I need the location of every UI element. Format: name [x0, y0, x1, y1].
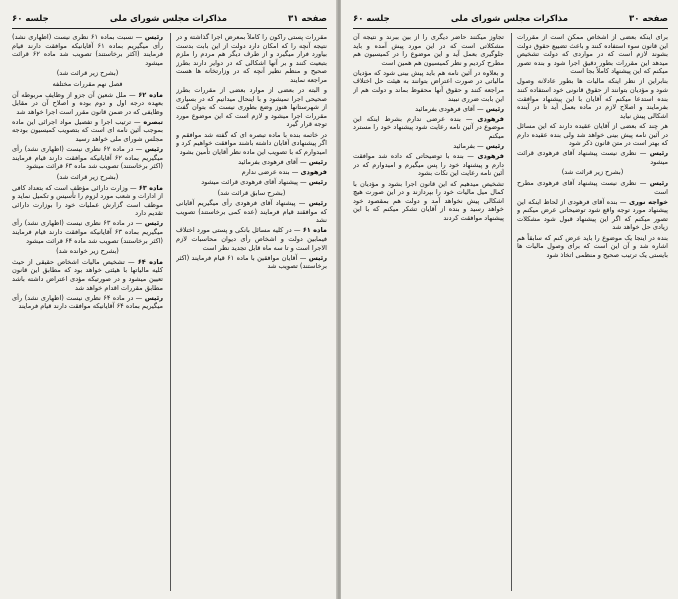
speech-paragraph: رئیس — بفرمائید: [453, 142, 504, 151]
speech-text: بنده عرضی ندارم بشرط اینکه این موضوع در آئین نامه رعایت شود پیشنهاد خود را مسترد میکنم: [353, 114, 504, 141]
page-header: [353, 12, 668, 26]
body-paragraph: برای اینکه بعضی از اشخاص ممکن است از مقررات این قانون سوء استفاده کنند و باعث تضییع حقوق دولت بشوند لازم است که در مواردی که دولت تشخیص میدهد این مقررات بطور دقیق اجرا شود و بنده تصور میکنم که این پیشنهاد کاملاً بجا است: [517, 33, 668, 76]
speech-text: آقایان موافقین با ماده ۶۱ قیام فرمایند (اکثر برخاستند) تصویب شد: [176, 253, 327, 271]
stage-direction: (بشرح زیر قرائت شد): [56, 69, 119, 78]
speech-paragraph: رئیس — پیشنهاد آقای فرهودی رأی میگیریم آقایانی که موافقند قیام فرمایند (عده کمی برخاستند) تصویب نشد: [176, 199, 327, 225]
speech-text: آقای فرهودی بفرمائید: [415, 104, 475, 113]
page-number: صفحه ۳۱: [288, 14, 327, 24]
speech-paragraph: خواجه نوری — بنده آقای فرهودی از لحاظ اینکه این پیشنهاد مورد توجه واقع شود توضیحاتی عرض میکنم و تصور میکنم که اگر این پیشنهاد قبول شود مشکلات زیادی حل خواهد شد: [517, 197, 668, 232]
speaker-name: رئیس: [308, 199, 327, 208]
session-number: جلسه ۶۰: [12, 14, 49, 24]
speech-paragraph: رئیس — آقای فرهودی بفرمائید: [415, 104, 504, 113]
speech-text: بنده با توضیحاتی که داده شد موافقت دارم و پیشنهاد خود را پس میگیرم و امیدوارم که در آئین نامه رعایت این نکات بشود: [353, 152, 504, 178]
text-column-left: [353, 33, 504, 593]
speech-paragraph: رئیس — نسبت بماده ۶۱ نظری نیست (اظهاری نشد) رأی میگیریم بماده ۶۱ آقایانیکه موافقت دارند قیام فرمایند (اکثر برخاستند) تصویب شد ماده ۶۲ قرائت میشود: [12, 33, 163, 67]
left-page: [0, 0, 337, 599]
speech-paragraph: ماده ۶۳ — وزارت دارائی مؤظف است که بتعداد کافی از ادارات و شعب مورد لزوم را تأسیس و تکمیل نماید و موظف است گزارش عملیات خود را بوزارت دارائی تقدیم دارد: [12, 183, 163, 218]
speech-text: آقای فرهودی بفرمائید: [238, 157, 298, 166]
stage-direction: فصل نهم مقررات مختلفه: [52, 79, 123, 88]
speaker-name: فرهودی: [300, 167, 327, 176]
speaker-name: رئیس: [144, 145, 163, 154]
speech-text: تشخیص مالیات اشخاص حقیقی از حیث کلیه مالیاتها با هیئتی خواهد بود که مطابق این قانون تعیین میشود و در صورتیکه مؤدی اعتراض داشته باشد مطابق مقررات اقدام خواهد شد: [12, 257, 163, 292]
speaker-name: رئیس: [485, 142, 504, 151]
speaker-name: ماده ۶۱: [302, 226, 327, 235]
body-paragraph: و البته در بعضی از موارد بعضی از مقررات بطرز صحیحی اجرا نمیشود و با اینحال میدانیم که در بسیاری از شهرستانها هنوز وضع بطوری نیست که بتوان گفت مقررات اجرا میشود و لازم است که این موضوع مورد توجه قرار گیرد: [176, 86, 327, 129]
speech-paragraph: ماده ۶۴ — تشخیص مالیات اشخاص حقیقی از حیث کلیه مالیاتها با هیئتی خواهد بود که مطابق این قانون تعیین میشود و در صورتیکه مؤدی اعتراض داشته باشد مطابق مقررات اقدام خواهد شد: [12, 257, 163, 292]
speech-text: نظری نیست پیشنهاد آقای فرهودی مطرح است: [517, 179, 668, 196]
speech-paragraph: رئیس — نظری نیست پیشنهاد آقای فرهودی قرائت میشود: [517, 149, 668, 166]
speaker-name: ماده ۶۴: [137, 257, 163, 266]
speech-paragraph: فرهودی — بنده عرضی ندارم: [241, 167, 327, 176]
right-page: [341, 0, 678, 599]
speech-text: پیشنهاد آقای فرهودی قرائت میشود: [201, 178, 298, 186]
text-column-right: [176, 33, 327, 593]
speech-paragraph: رئیس — آقای فرهودی بفرمائید: [238, 157, 327, 166]
column-divider: [170, 33, 171, 591]
header-rule: [12, 28, 327, 29]
speaker-name: خواجه نوری: [628, 197, 668, 206]
speech-text: نظری نیست پیشنهاد آقای فرهودی قرائت میشود: [517, 149, 668, 166]
speech-text: بفرمائید: [453, 142, 475, 151]
speech-paragraph: ماده ۶۲ — ملل شعین آن جزو از وظایف مربوطه آن بعهده درجه اول و دوم بوده و اصلاح آن در مقابل وظایفی که در ضمن قانون مقرر است اجرا خواهد شد: [12, 90, 163, 116]
page-number: صفحه ۳۰: [629, 14, 668, 24]
speech-text: بنده عرضی ندارم: [241, 167, 290, 176]
stage-direction: (بشرح سابق قرائت شد): [217, 188, 286, 197]
journal-title: مذاکرات مجلس شورای ملی: [450, 14, 568, 24]
speech-text: در کلیه مسائل بانکی و پستی مورد اختلاف فیمابین دولت و اشخاص رأی دیوان محاسبات لازم الاجرا است و تا سه ماه قابل تجدید نظر است: [176, 226, 327, 252]
speaker-name: فرهودی: [477, 152, 504, 161]
speech-paragraph: ماده ۶۱ — در کلیه مسائل بانکی و پستی مورد اختلاف فیمابین دولت و اشخاص رأی دیوان محاسبات لازم الاجرا است و تا سه ماه قابل تجدید نظر است: [176, 226, 327, 252]
speech-paragraph: رئیس — در ماده ۶۲ نظری نیست (اظهاری نشد) رأی میگیریم بماده ۶۲ آقایانیکه موافقت دارند قیام فرمایند (اکثر برخاستند) تصویب شد ماده ۶۳ قرائت میشود: [12, 145, 163, 171]
speech-paragraph: رئیس — در ماده ۶۳ نظری نیست (اظهاری نشد) رأی میگیریم بماده ۶۳ آقایانیکه موافقت دارند قیام فرمایند (اکثر برخاستند) تصویب شد ماده ۶۴ قرائت میشود: [12, 219, 163, 245]
speech-text: ملل شعین آن جزو از وظایف مربوطه آن بعهده درجه اول و دوم بوده و اصلاح آن در مقابل وظایفی که در ضمن قانون مقرر است اجرا خواهد شد: [12, 90, 163, 116]
body-paragraph: تجاوز میکنند حاضر دیگری را از بین ببرند و نتیجه آن مشکلاتی است که در این مورد پیش آمده و باید جلوگیری بعمل آید و این موضوع را در کمیسیون هم مطرح کردیم و نظر کمیسیون هم همین است: [353, 33, 504, 67]
speaker-name: رئیس: [649, 179, 668, 187]
speech-paragraph: رئیس — نظری نیست پیشنهاد آقای فرهودی مطرح است: [517, 179, 668, 196]
speech-paragraph: تبصره — ترتیب اجرا و تفصیل مواد اجرائی این ماده بموجب آئین نامه ای است که بتصویب کمیسیون بودجه مجلس شورای ملی خواهد رسید: [12, 117, 163, 144]
speaker-name: رئیس: [144, 293, 163, 302]
speaker-name: رئیس: [308, 178, 327, 186]
speech-text: ترتیب اجرا و تفصیل مواد اجرائی این ماده بموجب آئین نامه ای است که بتصویب کمیسیون بودجه مجلس شورای ملی خواهد رسید: [12, 117, 163, 144]
speaker-name: رئیس: [308, 253, 327, 262]
speech-paragraph: رئیس — آقایان موافقین با ماده ۶۱ قیام فرمایند (اکثر برخاستند) تصویب شد: [176, 253, 327, 271]
speech-text: در ماده ۶۳ نظری نیست (اظهاری نشد) رأی میگیریم بماده ۶۳ آقایانیکه موافقت دارند قیام فرمایند (اکثر برخاستند) تصویب شد ماده ۶۴ قرائت میشود: [12, 219, 163, 245]
speaker-name: ماده ۶۳: [138, 183, 163, 192]
body-paragraph: در خاتمه بنده با ماده تبصره ای که گفته شد موافقم و اگر پیشنهادی آقایان داشته باشند موافقت خواهیم کرد و امیدوارم که با تصویب این ماده نظر آقایان تأمین بشود: [176, 130, 327, 156]
speaker-name: رئیس: [308, 157, 327, 166]
speech-text: در ماده ۶۴ نظری نیست (اظهاری نشد) رأی میگیریم بماده ۶۴ آقایانیکه موافقت دارند قیام فرمایند: [12, 293, 163, 311]
page-header: [12, 12, 327, 26]
speaker-name: رئیس: [144, 33, 163, 41]
speech-paragraph: رئیس — در ماده ۶۴ نظری نیست (اظهاری نشد) رأی میگیریم بماده ۶۴ آقایانیکه موافقت دارند قیام فرمایند: [12, 293, 163, 311]
stage-direction: (بشرح زیر قرائت شد): [56, 172, 119, 181]
column-divider: [511, 33, 512, 591]
body-paragraph: هر چند که بعضی از آقایان عقیده دارند که این مسائل در آئین نامه پیش بینی خواهد شد ولی بنده عقیده دارم که بهتر است در متن قانون ذکر شود: [517, 121, 668, 148]
body-paragraph: مقررات پستی راکون را کاملاً بمعرض اجرا گذاشته و در نتیجه آنچه را که امکان دارد دولت از این بابت بدست بیاورد فرار میگیرد و از طرف دیگر هم مردم را ملزم بتبعیت کنند و بر آنها اشکالی که در دوایر دارند بطرز صحیح و منظم نظیر آنچه که در وزارتخانه ها هست مراجعه نمایند: [176, 33, 327, 84]
speech-paragraph: فرهودی — بنده عرضی ندارم بشرط اینکه این موضوع در آئین نامه رعایت شود پیشنهاد خود را مسترد میکنم: [353, 114, 504, 141]
speaker-name: فرهودی: [477, 114, 504, 123]
body-paragraph: تشخیص میدهیم که این قانون اجرا بشود و مؤدیان با کمال میل مالیات خود را بپردازند و در این صورت هیچ اشکالی پیش نخواهد آمد و دولت هم بمقصود خود خواهد رسید و بنده از آقایان تشکر میکنم که با این پیشنهاد موافقت کردند: [353, 179, 504, 222]
speech-paragraph: رئیس — پیشنهاد آقای فرهودی قرائت میشود: [201, 178, 327, 186]
speech-paragraph: فرهودی — بنده با توضیحاتی که داده شد موافقت دارم و پیشنهاد خود را پس میگیرم و امیدوارم که در آئین نامه رعایت این نکات بشود: [353, 152, 504, 178]
speaker-name: تبصره: [143, 117, 163, 126]
speech-text: پیشنهاد آقای فرهودی رأی میگیریم آقایانی که موافقند قیام فرمایند (عده کمی برخاستند) تصویب نشد: [176, 199, 327, 225]
speaker-name: رئیس: [485, 104, 504, 113]
text-column-left: [12, 33, 163, 593]
body-paragraph: بنده در اینجا یک موضوع را باید عرض کنم که سابقاً هم اشاره شد و آن این است که برای وصول مالیات ها بایستی یک ترتیب صحیح و منظمی اتخاذ شود: [517, 233, 668, 259]
session-number: جلسه ۶۰: [353, 14, 390, 24]
speech-text: وزارت دارائی مؤظف است که بتعداد کافی از ادارات و شعب مورد لزوم را تأسیس و تکمیل نماید و موظف است گزارش عملیات خود را بوزارت دارائی تقدیم دارد: [12, 183, 163, 218]
text-column-right: [517, 33, 668, 593]
speech-text: نسبت بماده ۶۱ نظری نیست (اظهاری نشد) رأی میگیریم بماده ۶۱ آقایانیکه موافقت دارند قیام فرمایند (اکثر برخاستند) تصویب شد ماده ۶۲ قرائت میشود: [12, 33, 163, 67]
speaker-name: رئیس: [649, 149, 668, 158]
stage-direction: (بشرح زیر خوانده شد): [56, 247, 119, 256]
header-rule: [353, 28, 668, 29]
speaker-name: ماده ۶۲: [138, 90, 163, 99]
body-paragraph: و بعلاوه در آئین نامه هم باید پیش بینی شود که مؤدیان مالیاتی در صورت اعتراض بتوانند به هیئت حل اختلاف مراجعه کنند و حقوق آنها محفوظ بماند و دولت هم از این بابت ضرری نبیند: [353, 68, 504, 103]
speech-text: در ماده ۶۲ نظری نیست (اظهاری نشد) رأی میگیریم بماده ۶۲ آقایانیکه موافقت دارند قیام فرمایند (اکثر برخاستند) تصویب شد ماده ۶۳ قرائت میشود: [12, 145, 163, 171]
body-paragraph: بنابراین از نظر اینکه مالیات ها بطور عادلانه وصول شود و مؤدیان بتوانند از حقوق قانونی خود استفاده کنند بنده استدعا میکنم که آقایان با این پیشنهاد موافقت بفرمایند و اصلاح لازم در ماده بعمل آید تا در آینده اشکالی پیش نیاید: [517, 77, 668, 120]
stage-direction: (بشرح زیر قرائت شد): [561, 168, 624, 177]
speech-text: بنده آقای فرهودی از لحاظ اینکه این پیشنهاد مورد توجه واقع شود توضیحاتی عرض میکنم و تصور میکنم که اگر این پیشنهاد قبول شود مشکلات زیادی حل خواهد شد: [517, 197, 668, 232]
speaker-name: رئیس: [144, 219, 163, 228]
journal-title: مذاکرات مجلس شورای ملی: [109, 14, 227, 24]
